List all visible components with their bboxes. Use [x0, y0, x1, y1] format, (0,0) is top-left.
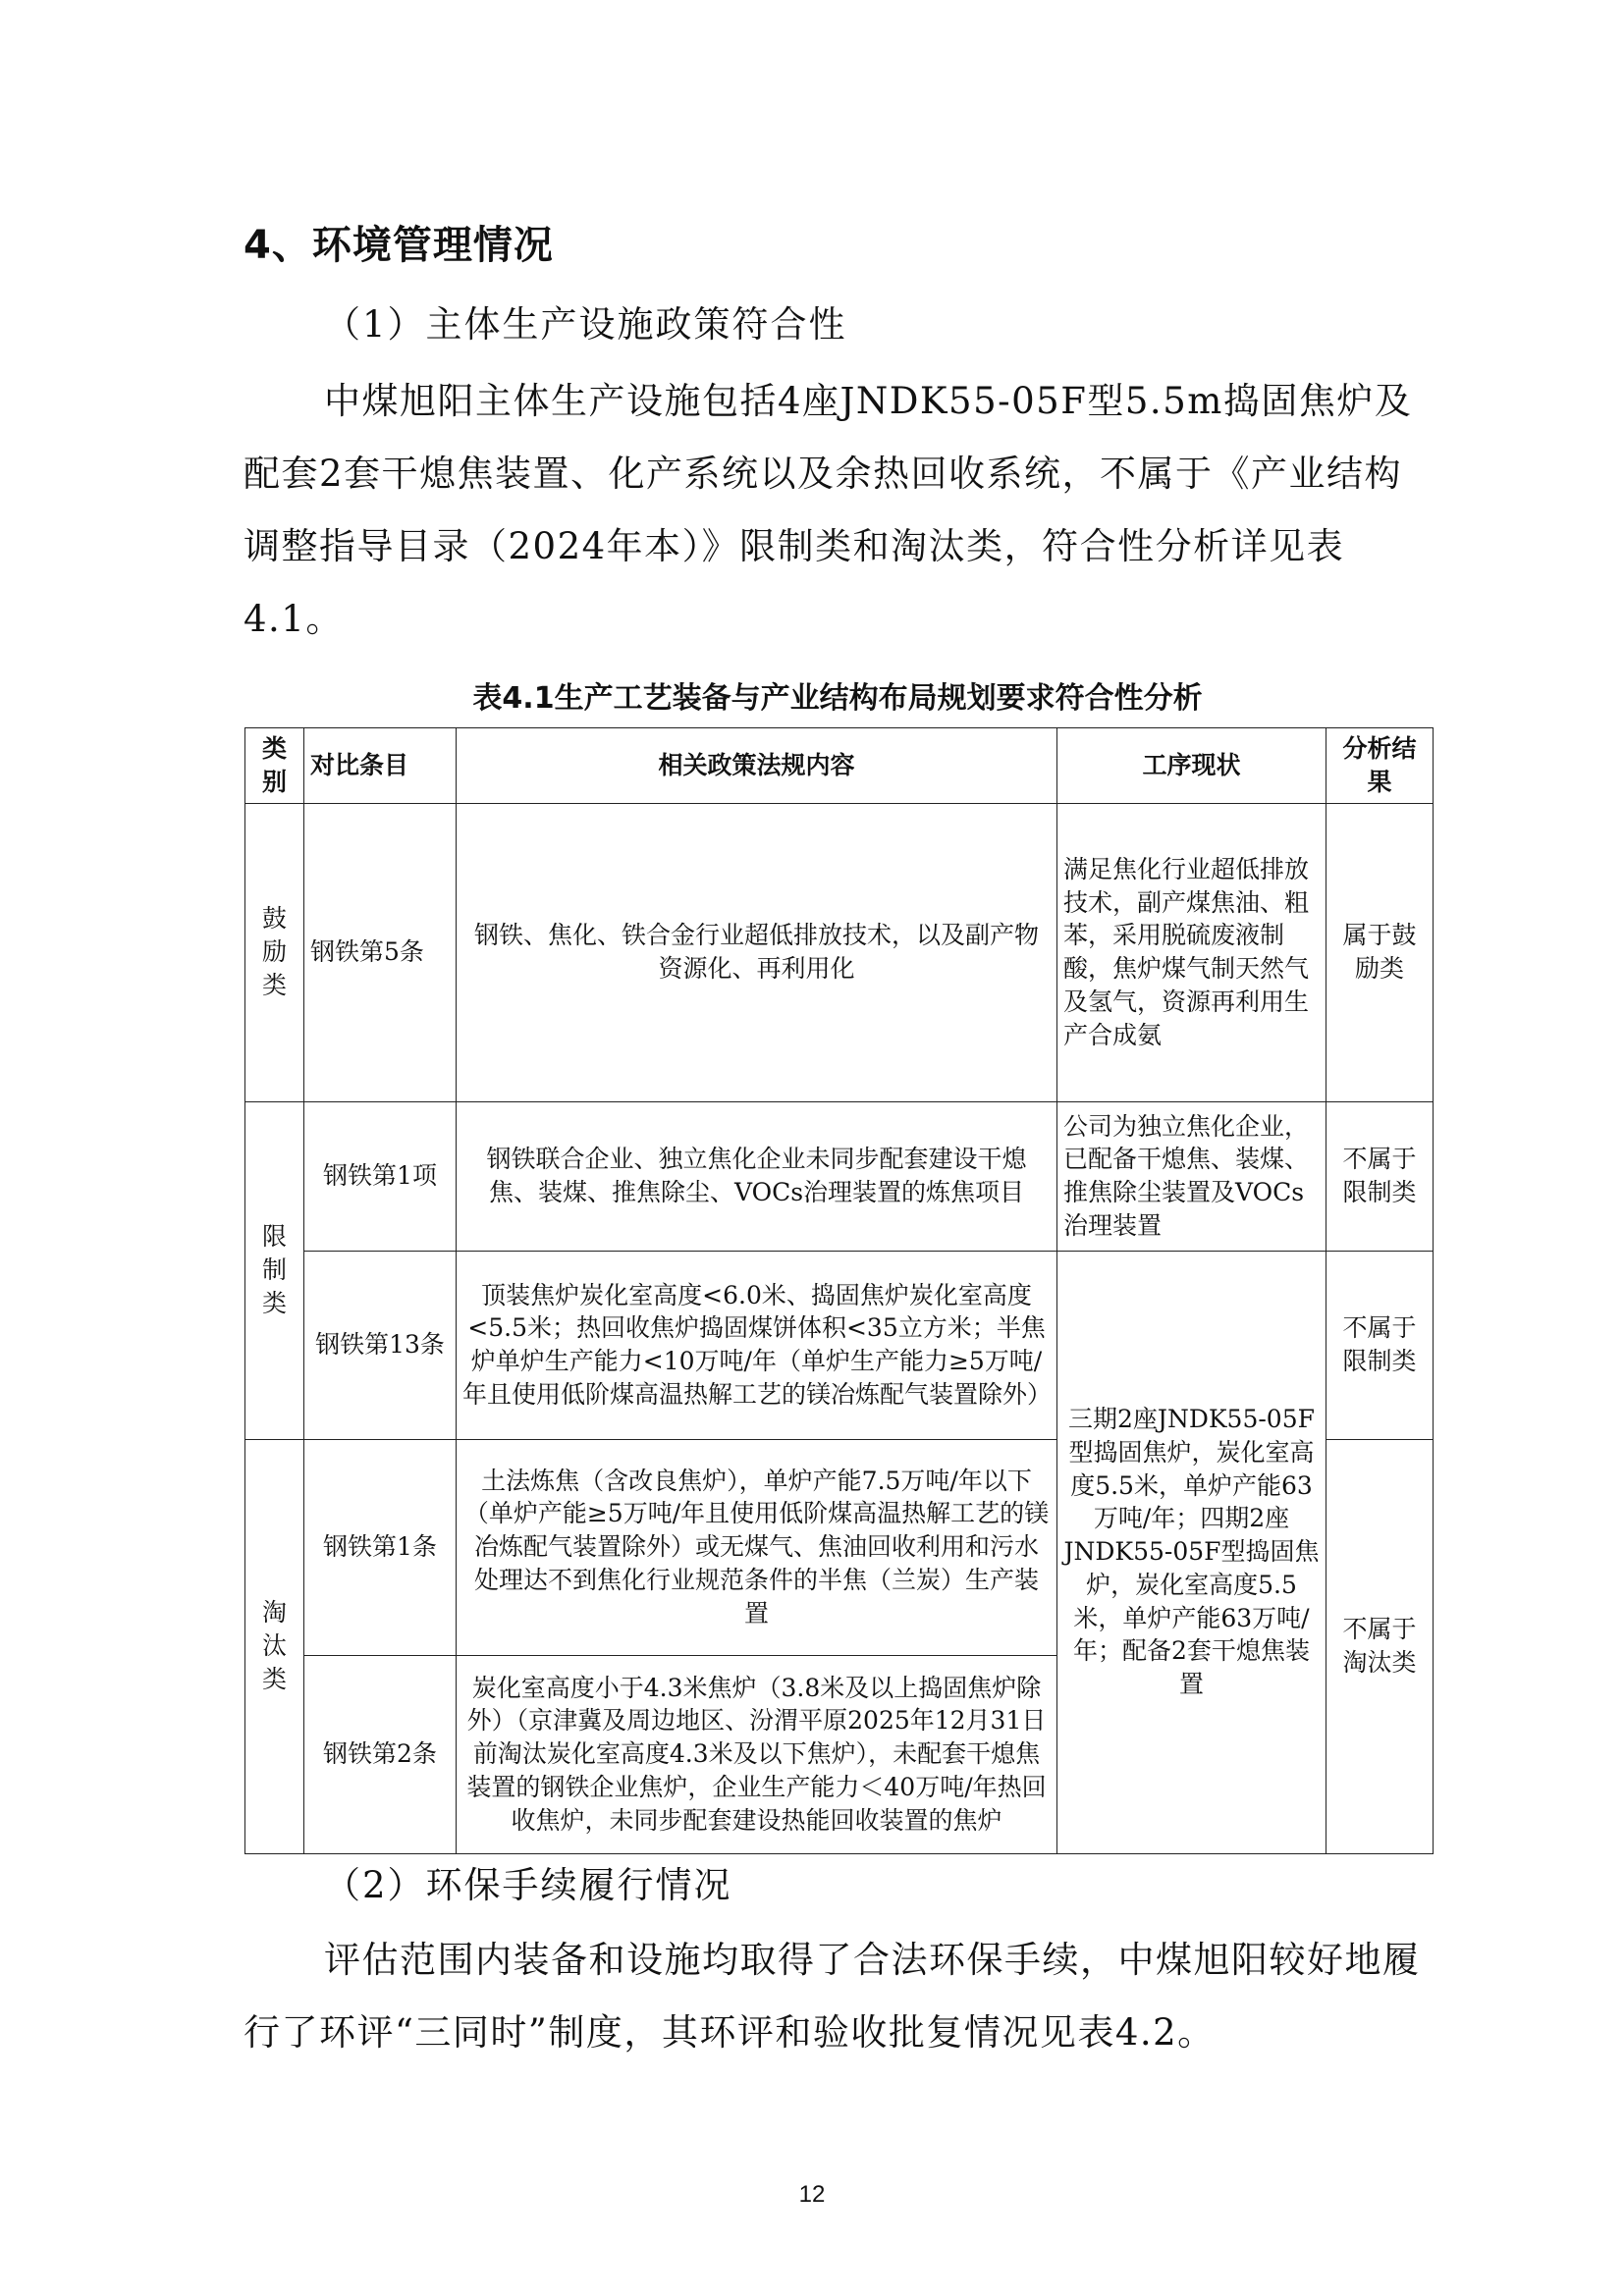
header-result: 分析结果: [1326, 728, 1434, 804]
paragraph-1: 中煤旭阳主体生产设施包括4座JNDK55-05F型5.5m捣固焦炉及配套2套干熄焦装置、化产系统以及余热回收系统，不属于《产业结构调整指导目录（2024年本）》限制类和淘汰类，符合性分析详见表4.1。: [244, 380, 1413, 640]
result-cell: 不属于限制类: [1326, 1101, 1434, 1251]
table-caption: 表4.1生产工艺装备与产业结构布局规划要求符合性分析: [472, 681, 1203, 716]
item-cell: 钢铁第1条: [304, 1439, 457, 1655]
page-number: 12: [798, 2181, 826, 2208]
subsection-heading-1: （1）主体生产设施政策符合性: [324, 303, 847, 346]
category-cell: 限制类: [245, 1101, 304, 1439]
table-header-row: [245, 728, 1434, 804]
category-cell: 淘汰类: [245, 1439, 304, 1853]
item-cell: 钢铁第2条: [304, 1655, 457, 1853]
status-cell: 三期2座JNDK55-05F型捣固焦炉，炭化室高度5.5米，单炉产能63万吨/年；四期2座JNDK55-05F型捣固焦炉，炭化室高度5.5米，单炉产能63万吨/年；配备2套干熄焦装置: [1057, 1251, 1326, 1853]
content-cell: 钢铁、焦化、铁合金行业超低排放技术，以及副产物资源化、再利用化: [457, 803, 1057, 1101]
item-cell: 钢铁第5条: [304, 803, 457, 1101]
item-cell: 钢铁第13条: [304, 1251, 457, 1439]
category-cell: 鼓励类: [245, 803, 304, 1101]
content-cell: 炭化室高度小于4.3米焦炉（3.8米及以上捣固焦炉除外）（京津冀及周边地区、汾渭平原2025年12月31日前淘汰炭化室高度4.3米及以下焦炉），未配套干熄焦装置的钢铁企业焦炉，企业生产能力＜40万吨/年热回收焦炉，未同步配套建设热能回收装置的焦炉: [457, 1655, 1057, 1853]
header-status: 工序现状: [1057, 728, 1326, 804]
item-cell: 钢铁第1项: [304, 1101, 457, 1251]
status-cell: 公司为独立焦化企业，已配备干熄焦、装煤、推焦除尘装置及VOCs治理装置: [1057, 1101, 1326, 1251]
result-cell: 属于鼓励类: [1326, 803, 1434, 1101]
header-item: 对比条目: [304, 728, 457, 804]
result-cell: 不属于淘汰类: [1326, 1439, 1434, 1853]
content-cell: 顶装焦炉炭化室高度<6.0米、捣固焦炉炭化室高度<5.5米；热回收焦炉捣固煤饼体积<35立方米；半焦炉单炉生产能力<10万吨/年（单炉生产能力≥5万吨/年且使用低阶煤高温热解工艺的镁冶炼配气装置除外）: [457, 1251, 1057, 1439]
section-heading: 4、环境管理情况: [244, 223, 554, 268]
compliance-table: [244, 727, 1434, 1854]
table-row: [245, 1101, 1434, 1251]
status-cell: 满足焦化行业超低排放技术，副产煤焦油、粗苯，采用脱硫废液制酸，焦炉煤气制天然气及氢气，资源再利用生产合成氨: [1057, 803, 1326, 1101]
table-row: [245, 803, 1434, 1101]
content-cell: 钢铁联合企业、独立焦化企业未同步配套建设干熄焦、装煤、推焦除尘、VOCs治理装置的炼焦项目: [457, 1101, 1057, 1251]
header-category: 类别: [245, 728, 304, 804]
result-cell: 不属于限制类: [1326, 1251, 1434, 1439]
subsection-heading-2: （2）环保手续履行情况: [324, 1864, 732, 1906]
content-cell: 土法炼焦（含改良焦炉），单炉产能7.5万吨/年以下（单炉产能≥5万吨/年且使用低阶煤高温热解工艺的镁冶炼配气装置除外）或无煤气、焦油回收利用和污水处理达不到焦化行业规范条件的半焦（兰炭）生产装置: [457, 1439, 1057, 1655]
paragraph-2: 评估范围内装备和设施均取得了合法环保手续，中煤旭阳较好地履行了环评“三同时”制度，其环评和验收批复情况见表4.2。: [244, 1939, 1421, 2054]
header-content: 相关政策法规内容: [457, 728, 1057, 804]
table-row: [245, 1251, 1434, 1439]
